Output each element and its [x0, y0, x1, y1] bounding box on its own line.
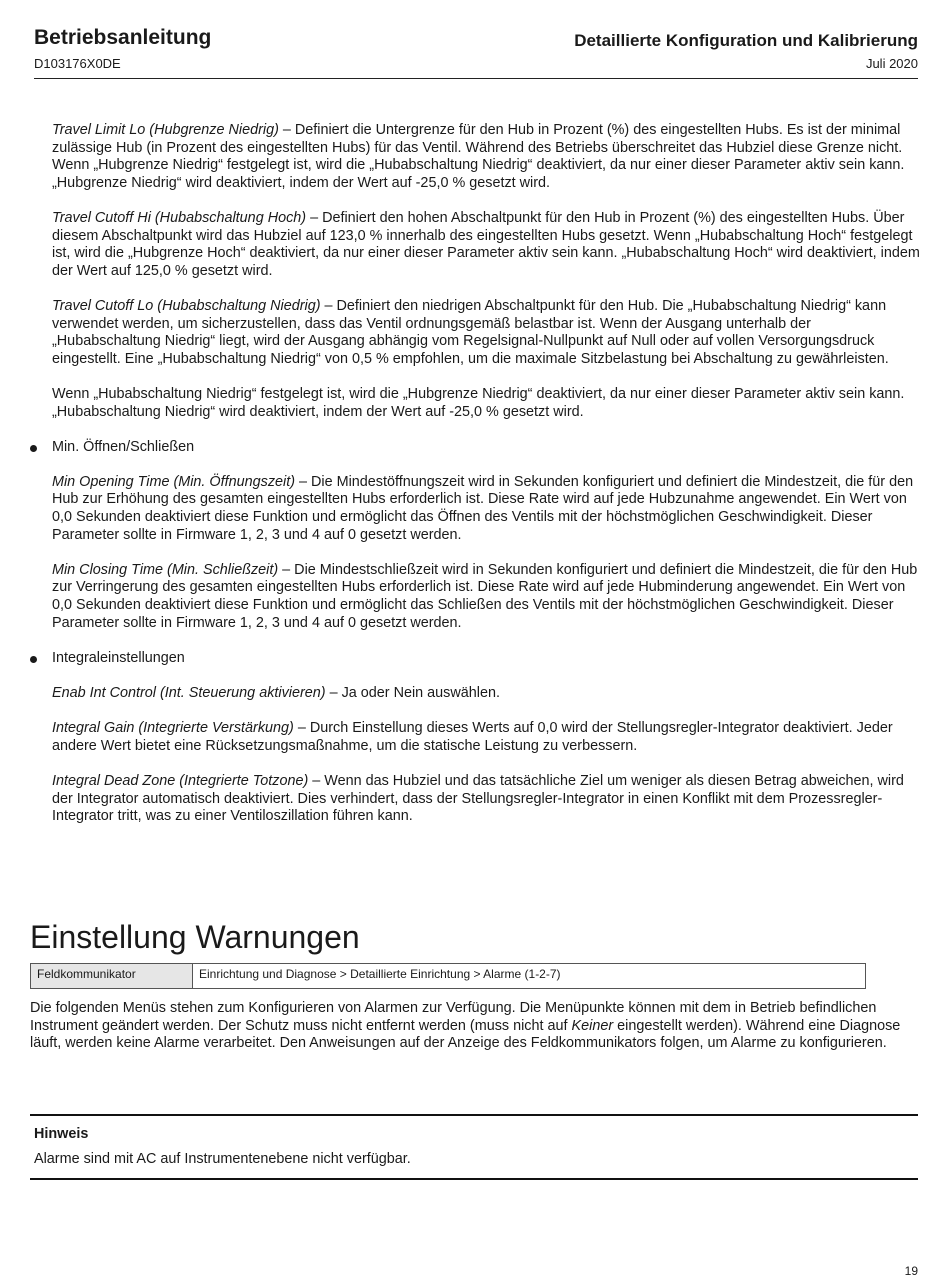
bullet-label: Min. Öffnen/Schließen: [52, 438, 195, 455]
travel-cutoff-lo-paragraph: [52, 298, 920, 368]
note-text: Alarme sind mit AC auf Instrumentenebene nicht verfügbar.: [34, 1151, 411, 1167]
intro-text-start: Die folgenden Menüs stehen zum Konfigurieren von Alarmen zur Verfügung. Die Menüpunkte können mit dem in Betrieb befindlichen Instrument geändert werden. Der Schutz muss nicht entfernt werden (muss nicht auf: [30, 1000, 877, 1034]
document-number: D103176X0DE: [34, 56, 121, 71]
section-title-header: Detaillierte Konfiguration und Kalibrierung: [574, 31, 918, 50]
intro-text-end: eingestellt werden). Während eine Diagnose läuft, werden keine Alarme verarbeitet. Den Anweisungen auf der Anzeige des Feldkommunikators folgen, um Alarme zu konfigurieren.: [30, 1017, 901, 1052]
term: Travel Cutoff Lo (Hubabschaltung Niedrig): [52, 297, 321, 314]
menu-path: Einrichtung und Diagnose > Detaillierte Einrichtung > Alarme (1-2-7): [199, 967, 561, 981]
warnings-section-title: Einstellung Warnungen: [30, 919, 360, 955]
bullet-icon: [30, 656, 37, 663]
term: Enab Int Control (Int. Steuerung aktivieren): [52, 685, 326, 701]
term: Integral Gain (Integrierte Verstärkung): [52, 720, 294, 737]
term: Min Closing Time (Min. Schließzeit): [52, 561, 279, 578]
description: – Ja oder Nein auswählen.: [325, 685, 500, 701]
intro-emphasis: Keiner: [571, 1017, 614, 1034]
bullet-label: Integraleinstellungen: [52, 649, 185, 666]
min-opening-time-paragraph: [52, 474, 920, 544]
page-header: [34, 22, 918, 79]
description: – Durch Einstellung dieses Werts auf 0,0 wird der Stellungsregler-Integrator deaktiviert. Jeder andere Wert bietet eine Rücksetzungsmaßnahme, um die statische Leistung zu verbessern.: [52, 720, 893, 754]
travel-limit-lo-paragraph: [52, 122, 920, 192]
bullet-icon: [30, 445, 37, 452]
enab-int-control-paragraph: [52, 685, 920, 703]
term: Integral Dead Zone (Integrierte Totzone): [52, 772, 309, 789]
integral-gain-paragraph: [52, 720, 920, 755]
min-closing-time-paragraph: [52, 562, 920, 632]
note-title: Hinweis: [34, 1126, 89, 1142]
integral-dead-zone-paragraph: [52, 773, 920, 826]
description: – Wenn das Hubziel und das tatsächliche Ziel um weniger als diesen Betrag abweichen, wird der Integrator automatisch deaktiviert. Dies verhindert, dass der Stellungsregler-Integrator in einen Konflikt mit dem Prozessregler-Integrator tritt, was zu einer Ventiloszillation führen kann.: [52, 772, 904, 825]
description: – Die Mindestöffnungszeit wird in Sekunden konfiguriert und definiert die Mindestzeit, die für den Hub zur Erhöhung des gesamten eingestellten Hubs erforderlich ist. Diese Rate wird auf jede Hubzunahme angewendet. Ein Wert von 0,0 Sekunden deaktiviert diese Funktion und ermöglicht das Öffnen des Ventils mit der höchstmöglichen Geschwindigkeit. Dieser Parameter sollte in Firmware 1, 2, 3 und 4 auf 0 gesetzt werden.: [52, 473, 914, 543]
field-communicator-label: Feldkommunikator: [31, 964, 193, 988]
page-number: 19: [904, 1264, 918, 1278]
publication-date: Juli 2020: [865, 56, 918, 71]
description: – Definiert den niedrigen Abschaltpunkt für den Hub. Die „Hubabschaltung Niedrig“ kann verwendet werden, um sicherzustellen, dass das Ventil ordnungsgemäß belastbar ist. Wenn der Ausgang unterhalb der „Hubabschaltung Niedrig“ liegt, wird der Ausgang abhängig vom Regelsignal-Nullpunkt auf Null oder auf vollen Versorgungsdruck eingestellt. Eine „Hubabschaltung Niedrig“ von 0,5 % empfohlen, um die maximale Sitzbelastung bei Abschaltung zu gewährleisten.: [52, 297, 889, 367]
term: Travel Limit Lo (Hubgrenze Niedrig): [52, 122, 279, 138]
travel-cutoff-hi-paragraph: [52, 210, 920, 280]
term: Min Opening Time (Min. Öffnungszeit): [52, 473, 296, 490]
travel-cutoff-lo-note: Wenn „Hubabschaltung Niedrig“ festgelegt ist, wird die „Hubgrenze Niedrig“ deaktiviert, da nur einer dieser Parameter aktiv sein kann. „Hubabschaltung Niedrig“ wird deaktiviert, indem der Wert auf -25,0 % gesetzt wird.: [52, 385, 905, 420]
bullet-min-open-close: [52, 439, 920, 457]
field-communicator-path-table: [30, 963, 866, 989]
warnings-intro-paragraph: [30, 1000, 925, 1053]
main-content: [52, 122, 920, 843]
description: – Definiert den hohen Abschaltpunkt für den Hub in Prozent (%) des eingestellten Hubs. Über diesem Abschaltpunkt wird das Hubziel auf 123,0 % innerhalb des eingestellten Hubs gesetzt. Wenn „Hubabschaltung Hoch“ festgelegt ist, wird die „Hubgrenze Hoch“ deaktiviert, da nur einer dieser Parameter aktiv sein kann. „Hubabschaltung Hoch“ wird deaktiviert, indem der Wert auf 125,0 % gesetzt wird.: [52, 209, 920, 279]
bullet-integral-settings: [52, 650, 920, 668]
manual-title: Betriebsanleitung: [34, 26, 212, 49]
description: – Definiert die Untergrenze für den Hub in Prozent (%) des eingestellten Hubs. Es ist der minimal zulässige Hub (in Prozent des eingestellten Hubs) für das Ventil. Während des Betriebs überschreitet das Hubziel diese Grenze nicht. Wenn „Hubgrenze Niedrig“ festgelegt ist, wird die „Hubabschaltung Niedrig“ deaktiviert, da nur einer dieser Parameter aktiv sein kann. „Hubgrenze Niedrig“ wird deaktiviert, indem der Wert auf -25,0 % gesetzt wird.: [52, 122, 905, 191]
description: – Die Mindestschließzeit wird in Sekunden konfiguriert und definiert die Mindestzeit, die für den Hub zur Verringerung des gesamten eingestellten Hubs erforderlich ist. Diese Rate wird auf jede Hubminderung angewendet. Ein Wert von 0,0 Sekunden deaktiviert diese Funktion und ermöglicht das Schließen des Ventils mit der höchstmöglichen Geschwindigkeit. Dieser Parameter sollte in Firmware 1, 2, 3 und 4 auf 0 gesetzt werden.: [52, 561, 918, 631]
note-box: [30, 1114, 918, 1180]
term: Travel Cutoff Hi (Hubabschaltung Hoch): [52, 209, 307, 226]
